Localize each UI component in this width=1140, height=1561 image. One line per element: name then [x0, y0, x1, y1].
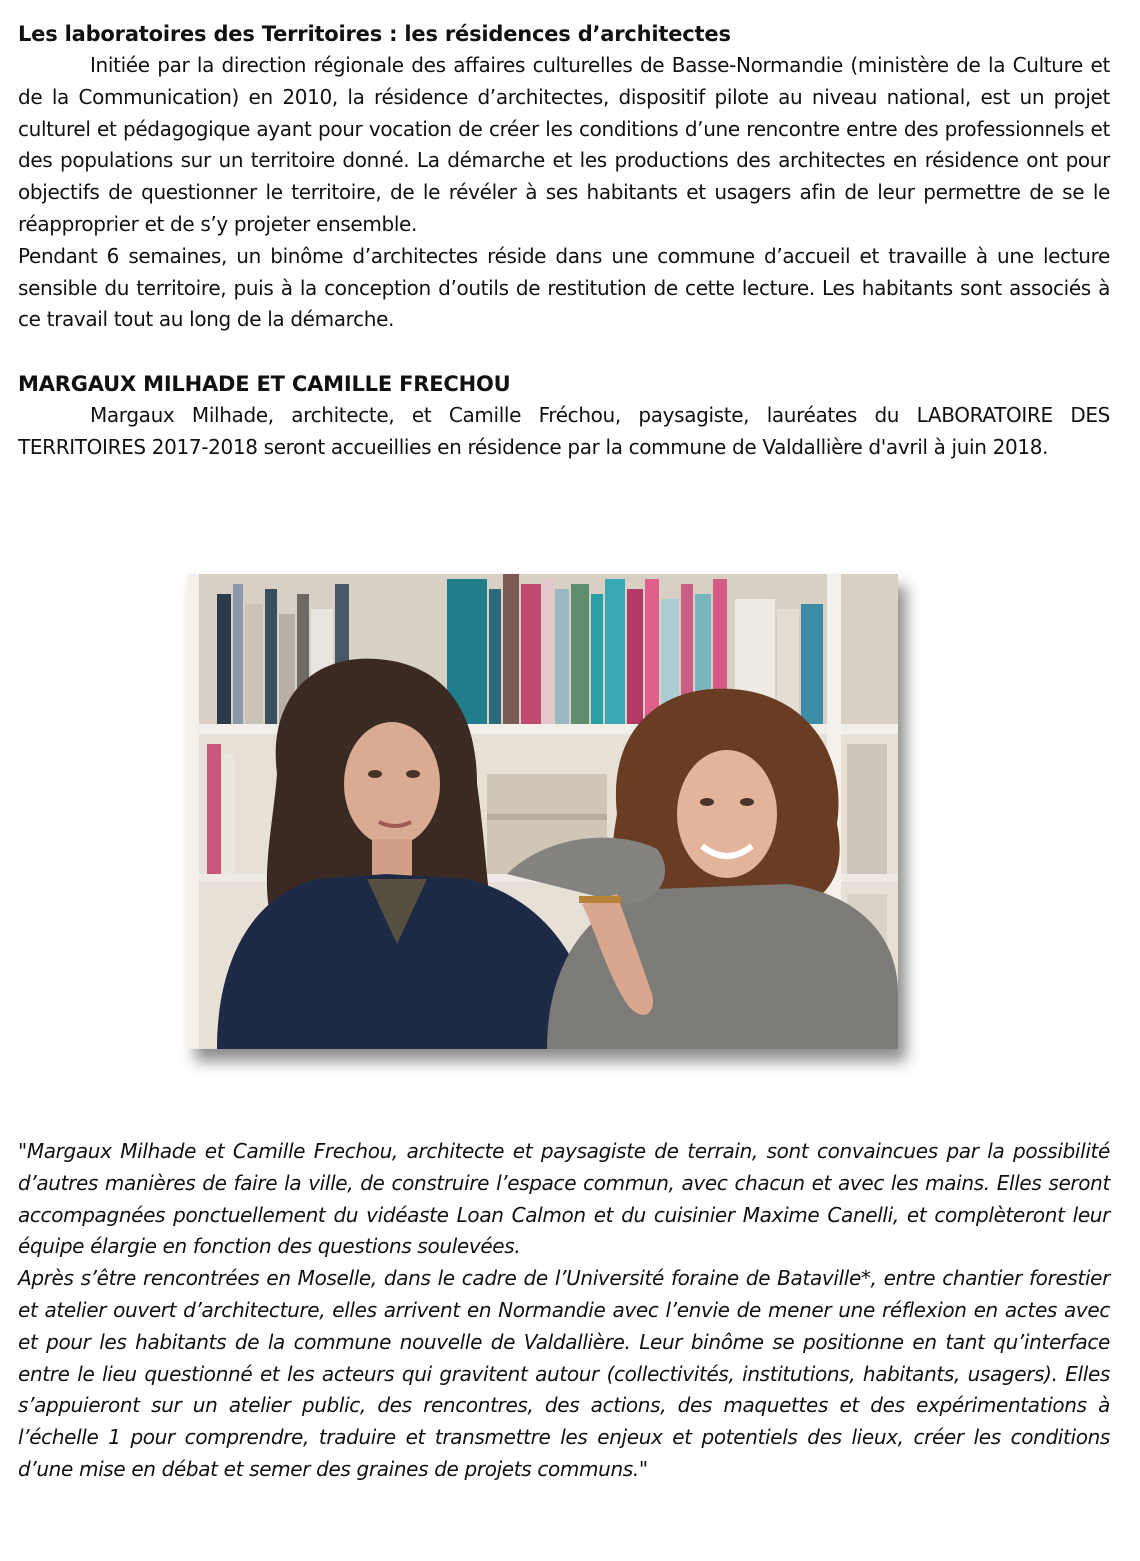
intro-paragraph-1: Initiée par la direction régionale des affaires culturelles de Basse-Normandie (ministère de la Culture et de la Communication) en 2010, la résidence d’architectes, dispositif pilote au niveau national, est un projet culturel et pédagogique ayant pour vocation de créer les conditions d’une rencontre entre des professionnels et des populations sur un territoire donné. La démarche et les productions des architectes en résidence ont pour objectifs de questionner le territoire, de le révéler à ses habitants et usagers afin de leur permettre de se le réapproprier et de s’y projeter ensemble.: [18, 53, 1110, 236]
quote-paragraph-2: Après s’être rencontrées en Moselle, dans le cadre de l’Université foraine de Bataville*, entre chantier forestier et atelier ouvert d’architecture, elles arrivent en Normandie avec l’envie de mener une réflexion en actes avec et pour les habitants de la commune nouvelle de Valdallière. Leur binôme se positionne en tant qu’interface entre le lieu questionné et les acteurs qui gravitent autour (collectivités, institutions, habitants, usagers). Elles s’appuieront sur un atelier public, des rencontres, des actions, des maquettes et des expérimentations à l’échelle 1 pour comprendre, traduire et transmettre les enjeux et potentiels des lieux, créer les conditions d’une mise en débat et semer des graines de projets communs.": [18, 1266, 1110, 1481]
intro-title: Les laboratoires des Territoires : les résidences d’architectes: [18, 22, 731, 46]
quote-paragraph-1: "Margaux Milhade et Camille Frechou, architecte et paysagiste de terrain, sont convaincues par la possibilité d’autres manières de faire la ville, de construire l’espace commun, avec chacun et avec les mains. Elles seront accompagnées ponctuellement du vidéaste Loan Calmon et du cuisinier Maxime Canelli, et complèteront leur équipe élargie en fonction des questions soulevées.: [18, 1139, 1110, 1259]
quote-block: [18, 1136, 1110, 1486]
intro-paragraph-2: Pendant 6 semaines, un binôme d’architectes réside dans une commune d’accueil et travaille à une lecture sensible du territoire, puis à la conception d’outils de restitution de cette lecture. Les habitants sont associés à ce travail tout au long de la démarche.: [18, 243, 1110, 332]
portrait-photo: [187, 574, 898, 1049]
section-title: MARGAUX MILHADE ET CAMILLE FRECHOU: [18, 372, 511, 397]
section-paragraph: Margaux Milhade, architecte, et Camille Fréchou, paysagiste, lauréates du LABORATOIRE DES TERRITOIRES 2017-2018 seront accueillies en résidence par la commune de Valdallière d'avril à juin 2018.: [18, 403, 1110, 459]
document-page: [18, 18, 1110, 464]
